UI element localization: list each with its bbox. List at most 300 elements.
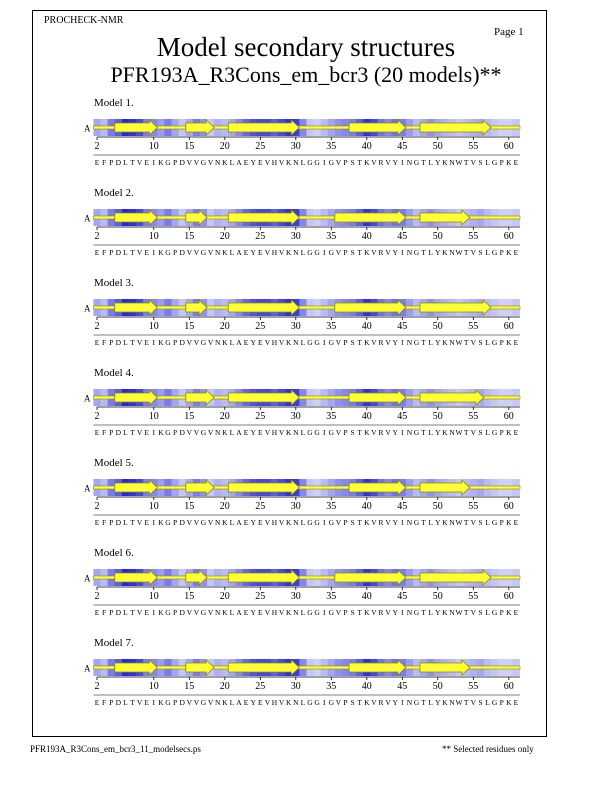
sequence-residue: T	[421, 158, 426, 167]
tick-label: 55	[468, 411, 479, 422]
model-label: Model 5.	[94, 457, 134, 469]
sequence-residue: E	[94, 698, 100, 707]
sequence-residue: A	[236, 608, 242, 617]
sequence-residue: E	[94, 338, 100, 347]
sequence-residue: P	[109, 518, 114, 527]
sequence-residue: D	[179, 518, 185, 527]
sequence-residue: G	[314, 158, 320, 167]
sequence-residue: L	[300, 158, 306, 167]
tick-label: 25	[255, 321, 266, 332]
sequence-residue: V	[470, 698, 477, 707]
tick-label: 20	[219, 501, 230, 512]
sequence-residue: E	[144, 248, 149, 257]
sequence-residue: T	[130, 248, 135, 257]
tick-label: 55	[468, 501, 479, 512]
sequence-residue: K	[442, 428, 448, 437]
sequence-residue: K	[222, 248, 228, 257]
sequence-residue: Y	[392, 248, 398, 257]
tick-label: 15	[184, 231, 195, 242]
sequence-residue: S	[478, 338, 483, 347]
sequence-residue: N	[214, 248, 221, 257]
sequence-residue: V	[335, 518, 342, 527]
sequence-residue: D	[115, 608, 122, 617]
sequence-residue: L	[229, 248, 235, 257]
tick-label: 25	[255, 141, 266, 152]
sequence-residue: K	[506, 248, 512, 257]
sequence-residue: V	[470, 248, 477, 257]
sequence-residue: G	[307, 518, 313, 527]
sequence-residue: K	[285, 518, 292, 527]
tick-label: 40	[361, 501, 372, 512]
sequence-residue: V	[264, 698, 271, 707]
sequence-residue: V	[335, 248, 342, 257]
sequence-residue: E	[94, 428, 100, 437]
sequence-residue: D	[115, 518, 122, 527]
tick-label: 50	[432, 501, 443, 512]
sequence-residue: Y	[250, 338, 256, 347]
sequence-residue: P	[109, 608, 114, 617]
tick-label: 45	[397, 501, 408, 512]
sequence-residue: G	[413, 698, 420, 707]
sequence-residue: S	[478, 248, 483, 257]
model-label: Model 1.	[94, 97, 134, 109]
sequence-residue: G	[307, 698, 313, 707]
sequence-residue: T	[130, 338, 135, 347]
sequence-residue: V	[278, 608, 285, 617]
sequence-residue: E	[243, 248, 249, 257]
sequence-residue: T	[463, 158, 469, 167]
model-block	[84, 547, 520, 617]
sequence-residue: K	[158, 608, 164, 617]
sequence-residue: F	[102, 428, 107, 437]
sequence-residue: H	[271, 518, 278, 527]
sequence-residue: Y	[250, 158, 256, 167]
sequence-residue: H	[271, 698, 278, 707]
sequence-residue: G	[413, 608, 420, 617]
sequence-residue: I	[401, 608, 404, 617]
sequence-residue: N	[449, 428, 455, 437]
model-block	[84, 457, 520, 527]
sequence-residue: P	[499, 158, 504, 167]
sequence-residue: N	[214, 428, 221, 437]
sequence-residue: S	[350, 698, 355, 707]
sequence-residue: G	[328, 158, 335, 167]
sequence-residue: L	[485, 428, 490, 437]
sequence-residue: E	[94, 518, 100, 527]
sequence-residue: S	[478, 698, 483, 707]
tick-label: 55	[468, 231, 479, 242]
sequence-residue: L	[123, 248, 128, 257]
tick-label: 50	[432, 141, 443, 152]
tick-label: 2	[94, 411, 100, 422]
sequence-residue: T	[357, 248, 362, 257]
sequence-residue: K	[364, 248, 370, 257]
sequence-residue: V	[136, 158, 143, 167]
sequence-residue: E	[258, 608, 263, 617]
sequence-residue: L	[229, 158, 235, 167]
sequence-residue: G	[200, 518, 207, 527]
model-label: Model 3.	[94, 277, 134, 289]
sequence-residue: G	[314, 338, 320, 347]
chain-label: A	[84, 303, 91, 314]
sequence-residue: V	[207, 338, 214, 347]
sequence-residue: I	[401, 248, 404, 257]
tick-label: 15	[184, 681, 195, 692]
sequence-residue: V	[136, 518, 143, 527]
sequence-residue: L	[485, 698, 490, 707]
sequence-residue: I	[322, 608, 326, 617]
model-label: Model 2.	[94, 187, 134, 199]
sequence-residue: G	[491, 518, 498, 527]
sequence-residue: G	[328, 338, 335, 347]
sequence-residue: V	[470, 608, 477, 617]
sequence-residue: L	[428, 428, 433, 437]
sequence-residue: V	[186, 608, 193, 617]
sequence-residue: P	[343, 158, 348, 167]
tick-label: 25	[255, 591, 266, 602]
model-label: Model 7.	[94, 637, 134, 649]
sequence-residue: N	[449, 248, 455, 257]
sequence-residue: T	[463, 248, 469, 257]
sequence-residue: P	[343, 338, 348, 347]
sequence-residue: V	[278, 248, 285, 257]
sequence-residue: V	[207, 608, 214, 617]
sequence-residue: T	[130, 158, 135, 167]
sequence-residue: G	[200, 698, 207, 707]
sequence-residue: P	[109, 338, 114, 347]
sequence-residue: G	[165, 698, 171, 707]
sequence-residue: E	[243, 158, 249, 167]
sequence-residue: G	[328, 518, 335, 527]
sequence-residue: N	[406, 518, 413, 527]
sequence-residue: N	[406, 428, 413, 437]
sequence-residue: P	[499, 428, 504, 437]
sequence-residue: L	[300, 338, 306, 347]
sequence-residue: D	[179, 698, 185, 707]
sequence-residue: L	[229, 608, 235, 617]
sequence-residue: K	[442, 518, 448, 527]
sequence-residue: V	[371, 698, 377, 707]
sequence-residue: E	[94, 248, 100, 257]
footer-filename: PFR193A_R3Cons_em_bcr3_11_modelsecs.ps	[30, 744, 201, 754]
sequence-residue: I	[322, 248, 326, 257]
sequence-residue: W	[455, 158, 463, 167]
sequence-residue: V	[186, 698, 193, 707]
sequence-residue: G	[328, 608, 335, 617]
sequence-residue: L	[428, 608, 433, 617]
sequence-residue: T	[357, 158, 362, 167]
sequence-residue: G	[200, 158, 207, 167]
tick-label: 20	[219, 591, 230, 602]
tick-label: 35	[326, 231, 337, 242]
sequence-residue: S	[350, 158, 355, 167]
tick-label: 50	[432, 591, 443, 602]
sequence-residue: P	[343, 518, 348, 527]
tick-label: 2	[94, 681, 100, 692]
sequence-residue: E	[513, 518, 519, 527]
tick-label: 25	[255, 231, 266, 242]
sequence-residue: L	[485, 608, 490, 617]
sequence-residue: L	[123, 698, 128, 707]
tick-label: 25	[255, 501, 266, 512]
page-subtitle: PFR193A_R3Cons_em_bcr3 (20 models)**	[110, 62, 502, 87]
sequence-residue: V	[193, 158, 200, 167]
sequence-residue: G	[328, 698, 335, 707]
sequence-residue: W	[455, 698, 463, 707]
sequence-residue: Y	[392, 608, 398, 617]
sequence-residue: P	[173, 608, 178, 617]
sequence-residue: V	[278, 338, 285, 347]
tick-label: 20	[219, 411, 230, 422]
sequence-residue: A	[236, 698, 242, 707]
sequence-residue: T	[421, 338, 426, 347]
tick-label: 40	[361, 321, 372, 332]
sequence-residue: G	[491, 698, 498, 707]
sequence-residue: G	[491, 608, 498, 617]
sequence-residue: V	[186, 518, 193, 527]
sequence-residue: V	[193, 338, 200, 347]
sequence-residue: V	[193, 608, 200, 617]
model-block	[84, 187, 520, 257]
sequence-residue: L	[485, 518, 490, 527]
sequence-residue: I	[401, 338, 404, 347]
sequence-residue: K	[442, 158, 448, 167]
sequence-residue: A	[236, 428, 242, 437]
tick-label: 30	[290, 231, 301, 242]
sequence-residue: E	[258, 428, 263, 437]
sequence-residue: P	[499, 338, 504, 347]
sequence-residue: E	[258, 158, 263, 167]
sequence-residue: F	[102, 248, 107, 257]
tick-label: 10	[148, 411, 159, 422]
sequence-residue: E	[258, 518, 263, 527]
sequence-residue: T	[357, 608, 362, 617]
tick-label: 15	[184, 591, 195, 602]
sequence-residue: L	[485, 158, 490, 167]
sequence-residue: E	[258, 248, 263, 257]
sequence-residue: R	[378, 518, 384, 527]
sequence-residue: P	[173, 518, 178, 527]
sequence-residue: P	[173, 248, 178, 257]
sequence-residue: L	[300, 248, 306, 257]
model-block	[84, 97, 520, 167]
sequence-residue: P	[173, 338, 178, 347]
sequence-residue: E	[513, 608, 519, 617]
sequence-residue: K	[222, 338, 228, 347]
sequence-residue: Y	[435, 158, 441, 167]
sequence-residue: E	[513, 338, 519, 347]
tick-label: 2	[94, 141, 100, 152]
sequence-residue: V	[385, 608, 391, 617]
sequence-residue: V	[335, 608, 342, 617]
sequence-residue: K	[364, 158, 370, 167]
sequence-residue: V	[264, 338, 271, 347]
tick-label: 55	[468, 141, 479, 152]
tick-label: 15	[184, 141, 195, 152]
sequence-residue: V	[470, 428, 477, 437]
sequence-residue: H	[271, 608, 278, 617]
sequence-residue: V	[470, 338, 477, 347]
sequence-residue: N	[214, 608, 221, 617]
sequence-residue: I	[322, 338, 326, 347]
tick-label: 60	[503, 681, 514, 692]
tick-label: 15	[184, 501, 195, 512]
sequence-residue: K	[364, 338, 370, 347]
sequence-residue: S	[478, 518, 483, 527]
sequence-residue: T	[130, 518, 135, 527]
page-number: Page 1	[494, 26, 524, 38]
sequence-residue: D	[179, 608, 185, 617]
sequence-residue: K	[285, 248, 292, 257]
sequence-residue: E	[258, 338, 263, 347]
model-block	[84, 637, 520, 707]
sequence-residue: Y	[392, 338, 398, 347]
chain-label: A	[84, 483, 91, 494]
sequence-residue: T	[357, 518, 362, 527]
sequence-residue: K	[506, 158, 512, 167]
sequence-residue: I	[152, 608, 156, 617]
sequence-residue: R	[378, 158, 384, 167]
sequence-residue: V	[385, 158, 391, 167]
sequence-residue: S	[350, 338, 355, 347]
sequence-residue: V	[136, 608, 143, 617]
sequence-residue: I	[322, 518, 326, 527]
tick-label: 40	[361, 231, 372, 242]
sequence-residue: I	[401, 518, 404, 527]
sequence-residue: N	[293, 608, 299, 617]
sequence-residue: N	[293, 518, 299, 527]
sequence-residue: V	[136, 248, 143, 257]
sequence-residue: E	[94, 608, 100, 617]
sequence-residue: P	[109, 248, 114, 257]
sequence-residue: A	[236, 248, 242, 257]
sequence-residue: F	[102, 338, 107, 347]
sequence-residue: K	[158, 338, 164, 347]
sequence-residue: E	[144, 338, 149, 347]
tick-label: 25	[255, 411, 266, 422]
sequence-residue: I	[401, 698, 404, 707]
model-label: Model 4.	[94, 367, 134, 379]
tick-label: 55	[468, 681, 479, 692]
sequence-residue: E	[243, 428, 249, 437]
sequence-residue: V	[207, 248, 214, 257]
sequence-residue: K	[364, 428, 370, 437]
sequence-residue: T	[130, 698, 135, 707]
sequence-residue: K	[442, 698, 448, 707]
sequence-residue: N	[449, 338, 455, 347]
sequence-residue: N	[214, 338, 221, 347]
sequence-residue: K	[442, 608, 448, 617]
tick-label: 10	[148, 681, 159, 692]
tick-label: 60	[503, 501, 514, 512]
sequence-residue: E	[94, 158, 100, 167]
sequence-residue: L	[428, 158, 433, 167]
sequence-residue: G	[200, 248, 207, 257]
tick-label: 15	[184, 411, 195, 422]
sequence-residue: V	[136, 428, 143, 437]
sequence-residue: G	[328, 428, 335, 437]
sequence-residue: T	[357, 338, 362, 347]
sequence-residue: T	[421, 428, 426, 437]
sequence-residue: K	[442, 248, 448, 257]
tick-label: 50	[432, 321, 443, 332]
sequence-residue: G	[314, 608, 320, 617]
sequence-residue: V	[264, 158, 271, 167]
sequence-residue: V	[186, 428, 193, 437]
sequence-residue: R	[378, 698, 384, 707]
sequence-residue: N	[449, 698, 455, 707]
sequence-residue: E	[144, 698, 149, 707]
sequence-residue: H	[271, 338, 278, 347]
sequence-residue: V	[371, 248, 377, 257]
sequence-residue: V	[193, 428, 200, 437]
sequence-residue: A	[236, 338, 242, 347]
sequence-residue: N	[406, 248, 413, 257]
tick-label: 35	[326, 591, 337, 602]
sequence-residue: R	[378, 608, 384, 617]
sequence-residue: K	[285, 608, 292, 617]
sequence-residue: E	[513, 158, 519, 167]
sequence-residue: Y	[435, 428, 441, 437]
tick-label: 45	[397, 591, 408, 602]
tick-label: 10	[148, 141, 159, 152]
sequence-residue: S	[350, 518, 355, 527]
sequence-residue: L	[229, 338, 235, 347]
tick-label: 20	[219, 321, 230, 332]
sequence-residue: V	[371, 428, 377, 437]
sequence-residue: K	[222, 698, 228, 707]
sequence-residue: I	[322, 698, 326, 707]
sequence-residue: V	[278, 698, 285, 707]
sequence-residue: K	[158, 248, 164, 257]
tick-label: 10	[148, 501, 159, 512]
sequence-residue: V	[136, 338, 143, 347]
sequence-residue: P	[499, 518, 504, 527]
model-block	[84, 367, 520, 437]
tick-label: 30	[290, 141, 301, 152]
sequence-residue: L	[300, 428, 306, 437]
sequence-residue: K	[364, 608, 370, 617]
sequence-residue: G	[165, 518, 171, 527]
tick-label: 45	[397, 681, 408, 692]
sequence-residue: L	[485, 338, 490, 347]
sequence-residue: I	[152, 248, 156, 257]
sequence-residue: I	[152, 518, 156, 527]
sequence-residue: G	[307, 608, 313, 617]
sequence-residue: N	[406, 338, 413, 347]
sequence-residue: V	[335, 158, 342, 167]
sequence-residue: G	[413, 428, 420, 437]
sequence-residue: K	[158, 428, 164, 437]
sequence-residue: V	[470, 158, 477, 167]
sequence-residue: K	[364, 698, 370, 707]
sequence-residue: P	[109, 428, 114, 437]
model-label: Model 6.	[94, 547, 134, 559]
sequence-residue: Y	[435, 698, 441, 707]
sequence-residue: G	[200, 608, 207, 617]
tick-label: 15	[184, 321, 195, 332]
sequence-residue: K	[158, 698, 164, 707]
tick-label: 45	[397, 321, 408, 332]
sequence-residue: V	[264, 428, 271, 437]
sequence-residue: W	[455, 608, 463, 617]
footer-note: ** Selected residues only	[442, 744, 534, 754]
sequence-residue: N	[406, 698, 413, 707]
sequence-residue: G	[491, 338, 498, 347]
tick-label: 30	[290, 501, 301, 512]
sequence-residue: N	[449, 518, 455, 527]
tick-label: 35	[326, 501, 337, 512]
